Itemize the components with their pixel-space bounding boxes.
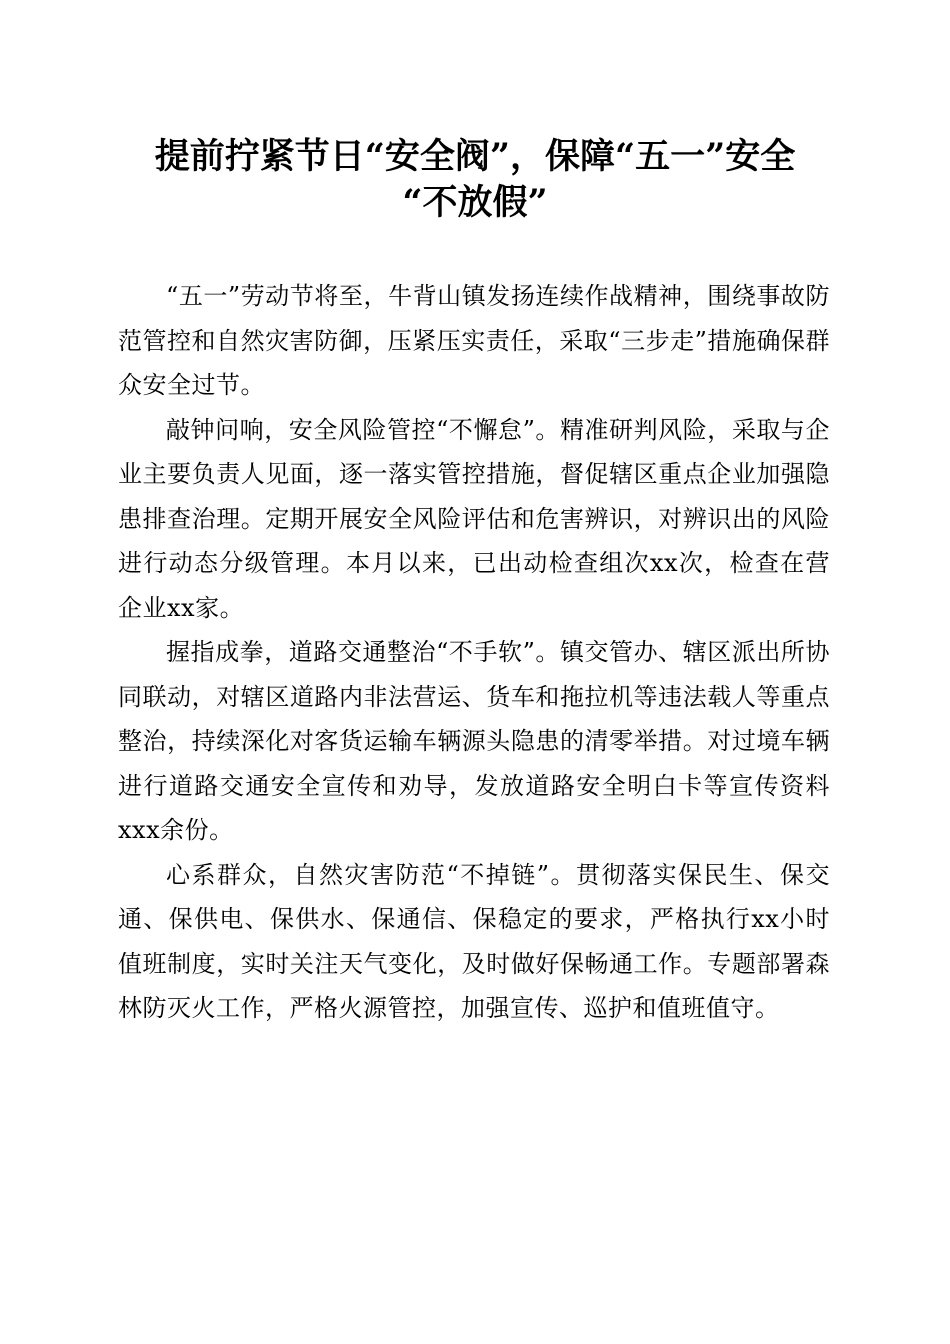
paragraph-disaster-prevention: 心系群众，自然灾害防范“不掉链”。贯彻落实保民生、保交通、保供电、保供水、保通信、保稳定的要求，严格执行xx小时值班制度，实时关注天气变化，及时做好保畅通工作。专题部署森林防灭火工作，严格火源管控，加强宣传、巡护和值班值守。 — [118, 860, 830, 1022]
title-line-1: 提前拧紧节日“安全阀”，保障“五一”安全 — [154, 136, 796, 177]
paragraph-road-traffic: 握指成拳，道路交通整治“不手软”。镇交管办、辖区派出所协同联动，对辖区道路内非法营运、货车和拖拉机等违法载人等重点整治，持续深化对客货运输车辆源头隐患的清零举措。对过境车辆进行道路交通安全宣传和劝导，发放道路安全明白卡等宣传资料xxx余份。 — [118, 638, 830, 844]
document-title — [100, 134, 850, 226]
title-line-2: “不放假” — [402, 182, 548, 223]
document-body — [118, 274, 830, 1031]
paragraph-risk-control: 敲钟问响，安全风险管控“不懈怠”。精准研判风险，采取与企业主要负责人见面，逐一落实管控措施，督促辖区重点企业加强隐患排查治理。定期开展安全风险评估和危害辨识，对辨识出的风险进行动态分级管理。本月以来，已出动检查组次xx次，检查在营企业xx家。 — [118, 415, 830, 622]
paragraph-intro: “五一”劳动节将至，牛背山镇发扬连续作战精神，围绕事故防范管控和自然灾害防御，压紧压实责任，采取“三步走”措施确保群众安全过节。 — [118, 282, 830, 399]
